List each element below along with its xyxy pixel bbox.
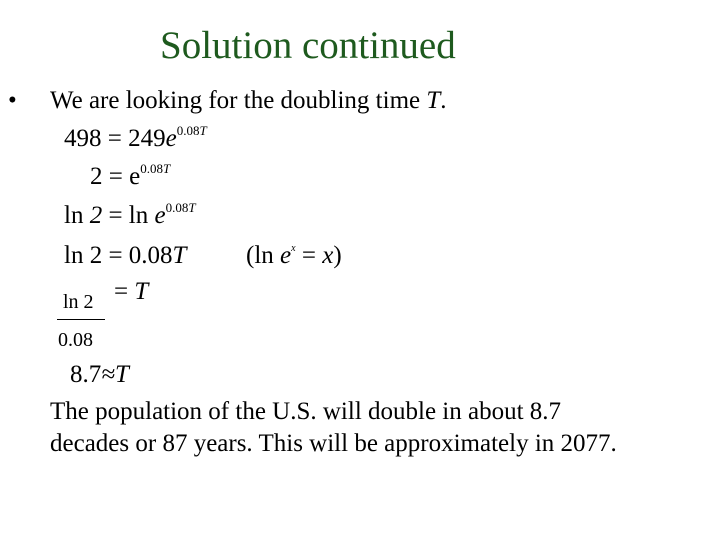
log-rule-exponent: x [291,243,296,254]
approx-result [70,362,129,387]
intro-variable: T [426,87,441,114]
equation-1 [64,123,207,152]
bullet-marker: • [8,87,17,114]
equation-2-lhs: 2 = e [90,163,141,190]
equation-1-base: e [165,125,177,152]
equation-3-exponent: 0.08T [165,200,196,215]
approx-variable: T [114,361,129,388]
log-rule-variable: x [322,242,334,269]
intro-line [50,88,447,113]
fraction-denominator: 0.08 [58,329,93,351]
intro-period: . [440,87,447,114]
equation-1-lhs: 498 = 249 [64,125,166,152]
fraction-rhs-variable: T [134,278,149,305]
equation-3 [64,200,196,229]
log-rule-base: e [280,242,292,269]
equation-4 [64,243,186,268]
fraction-numerator: ln 2 [63,291,94,313]
log-rule-note: (ln $e^x = x$) [246,242,342,269]
intro-text: We are looking for the doubling time [50,87,427,114]
conclusion-line-1: The population of the U.S. will double in about 8.7 [50,398,562,425]
slide-title: Solution continued [160,24,456,67]
equation-3-base: e [154,202,166,229]
fraction-bar [57,319,105,320]
equation-2-exponent: 0.08T [140,161,171,176]
equation-3-number: 2 [89,202,103,229]
approx-symbol: ≈ [101,361,115,388]
equation-3-fn: ln [64,202,90,229]
fraction-rhs: = T [114,278,149,305]
equation-4-variable: T [172,242,187,269]
conclusion-line-2: decades or 87 years. This will be approximately in 2077. [50,430,617,457]
equation-3-op: = ln [102,202,155,229]
equation-4-lhs: ln 2 = 0.08 [64,242,173,269]
approx-value: 8.7 [70,361,102,388]
equation-1-exponent: 0.08T [176,123,207,138]
equation-2 [90,161,171,190]
